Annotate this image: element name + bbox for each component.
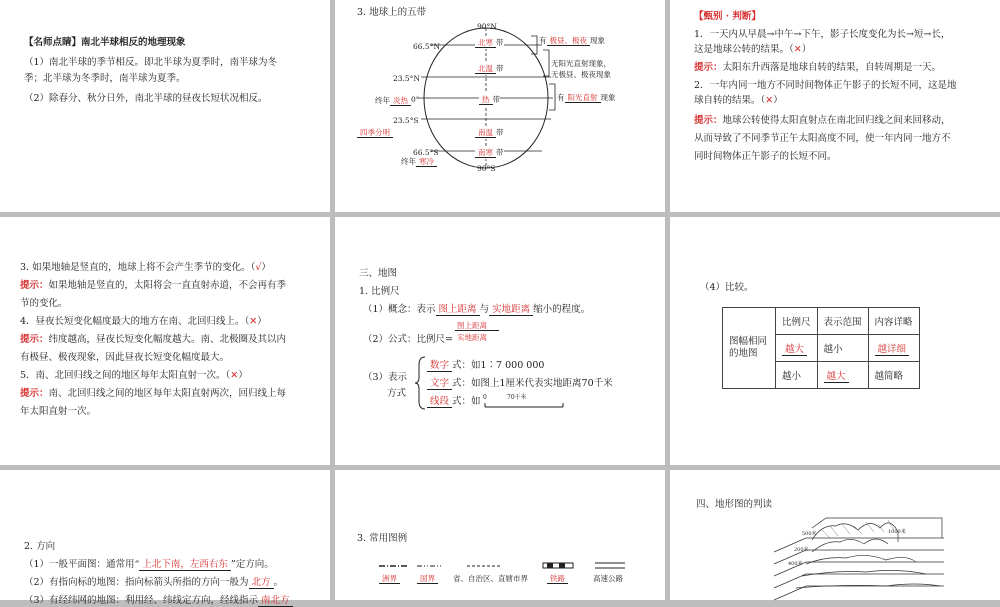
frigid-climate: 终年 寒冷 [401,155,437,168]
lat-665n: 66.5°N [413,42,441,51]
slide-3 [670,0,1000,212]
question-4: 4．昼夜长短变化幅度最大的地方在南、北回归线上。（✕） [20,316,267,327]
tropical-phenomenon: 有 阳光直射 现象 [557,93,616,102]
hint-1: 提示：太阳东升西落是地球自转的结果，自转周期是一天。 [694,62,942,73]
formula-denominator: 实地距离 [457,333,487,342]
contour-label: 1000米 [888,529,906,535]
temperate-phenomenon-1: 无阳光直射现象， [551,59,611,68]
direction-rule-2: （2）有指向标的地图：指向标箭头所指的方向一般为 北方 。 [24,577,284,588]
tropical-climate: 终年 炎热 [375,94,411,107]
brace-icon [415,355,427,411]
polar-phenomenon: 有 极昼、极夜 现象 [539,36,605,45]
terrain-block-diagram [766,512,946,602]
slide-5 [335,217,665,465]
table-cell: 越简略 [868,362,919,389]
slide-8 [335,470,665,600]
legend-national-boundary: 国界 [417,572,438,585]
row-header: 图幅相同的地图 [723,308,776,389]
col-header: 内容详略 [868,308,919,335]
col-header: 比例尺 [776,308,818,335]
zone-tropical: 热 带 [479,93,500,106]
question-5: 5．南、北回归线之间的地区每年太阳直射一次。（✕） [20,370,248,381]
zone-north-frigid: 北寒 带 [475,36,504,49]
question-1-cont: 这是地球公转的结果。（✕） [694,44,812,55]
direction-rule-3: （3）有经纬网的地图：利用经、纬线定方向，经线指示 南北方 [24,594,293,607]
lat-90s: 90°S [477,164,496,173]
scale-compare-table [722,307,920,389]
lat-0: 0° [411,95,420,104]
slide-4 [0,217,330,465]
slide-6 [670,217,1000,465]
zone-south-temperate: 南温 带 [475,126,504,139]
slide-7 [0,470,330,606]
hint-3: 提示：如果地轴是竖直的，太阳将会一直直射赤道，不会再有季 [20,280,287,291]
direction-heading: 2. 方向 [24,541,56,552]
contour-label: 400米 [788,561,803,567]
lat-665s: 66.5°S [413,148,439,157]
tip-heading: 【名师点睛】南北半球相反的地理现象 [24,37,186,48]
terrain-heading: 四、地形图的判读 [696,499,773,510]
question-1: 1．一天内从早晨→中午→下午，影子长度变化为长→短→长， [694,29,951,40]
line-scale-icon [483,401,573,413]
table-cell: 越大 [817,362,868,389]
temperate-climate: 四季分明 [357,126,393,139]
hint-2-cont: 从而导致了不同季节正午太阳高度不同，使一年内同一地方不 [694,133,951,144]
slide-1 [0,0,330,212]
direction-rule-1: （1）一般平面图：通常用“ 上北下南，左西右东 ”定方向。 [24,559,274,570]
judge-heading: 【甄别 · 判断】 [694,11,761,22]
scale-concept: （1）概念：表示 图上距离 与 实地距离 缩小的程度。 [363,304,591,315]
line-scale-70: 70千米 [507,394,527,401]
scale-formula-label: （2）公式：比例尺= [363,334,454,345]
table-cell: 越小 [817,335,868,362]
legend-continent-boundary: 洲界 [379,572,400,585]
hint-2-cont: 同时间物体正午影子的长短不同。 [694,151,837,162]
formula-numerator: 图上距离 [457,321,487,330]
section-title: 3. 地球上的五带 [357,7,427,18]
format-line: 线段 式：如 [427,395,481,408]
legend-heading: 3. 常用图例 [357,533,408,544]
hint-2: 提示：地球公转使得太阳直射点在南北回归线之间来回移动， [694,115,951,126]
format-label: （3）表示 [363,372,408,383]
contour-label: 200米 [794,547,809,553]
zone-south-frigid: 南寒 带 [475,146,504,159]
hint-3-cont: 节的变化。 [20,298,68,309]
text-line: （2）除春分、秋分日外，南北半球的昼夜长短状况相反。 [24,93,268,104]
contour-label: 500米 [802,531,817,537]
question-3: 3. 如果地轴是竖直的，地球上将不会产生季节的变化。（√） [20,262,271,273]
col-header: 表示范围 [817,308,868,335]
compare-heading: （4）比较。 [700,282,754,293]
zone-north-temperate: 北温 带 [475,62,504,75]
table-cell: 越详细 [868,335,919,362]
lat-235s: 23.5°S [393,116,419,125]
question-2-cont: 球自转的结果。（✕） [694,95,783,106]
line-scale-zero: 0 [483,394,487,401]
slide-9 [670,470,1000,600]
table-cell: 越大 [776,335,818,362]
format-numeric: 数字 式：如1∶7 000 000 [427,359,544,372]
legend-provincial-boundary: 省、自治区、直辖市界 [453,574,528,583]
question-2: 2．一年内同一地方不同时间物体正午影子的长短不同，这是地 [694,80,957,91]
hint-5: 提示：南、北回归线之间的地区每年太阳直射两次，回归线上每 [20,388,287,399]
legend-expressway: 高速公路 [593,574,623,583]
map-heading: 三、地图 [359,268,398,279]
hint-4-cont: 有极昼、极夜现象，因此昼夜长短变化幅度最大。 [20,352,230,363]
slide-2 [335,0,665,212]
legend-railway: 铁路 [547,572,568,585]
text-line: （1）南北半球的季节相反。即北半球为夏季时，南半球为冬 [24,57,278,68]
hint-4: 提示：纬度越高，昼夜长短变化幅度越大。南、北极圈及其以内 [20,334,287,345]
scale-heading: 1. 比例尺 [359,286,400,297]
format-label: 方式 [387,388,407,399]
lat-90n: 90°N [477,22,497,31]
text-line: 季；北半球为冬季时，南半球为夏季。 [24,73,186,84]
hint-5-cont: 年太阳直射一次。 [20,406,97,417]
format-text: 文字 式：如图上1厘米代表实地距离70千米 [427,377,613,390]
lat-235n: 23.5°N [393,74,421,83]
temperate-phenomenon-2: 无极昼、极夜现象 [551,70,611,79]
table-cell: 越小 [776,362,818,389]
